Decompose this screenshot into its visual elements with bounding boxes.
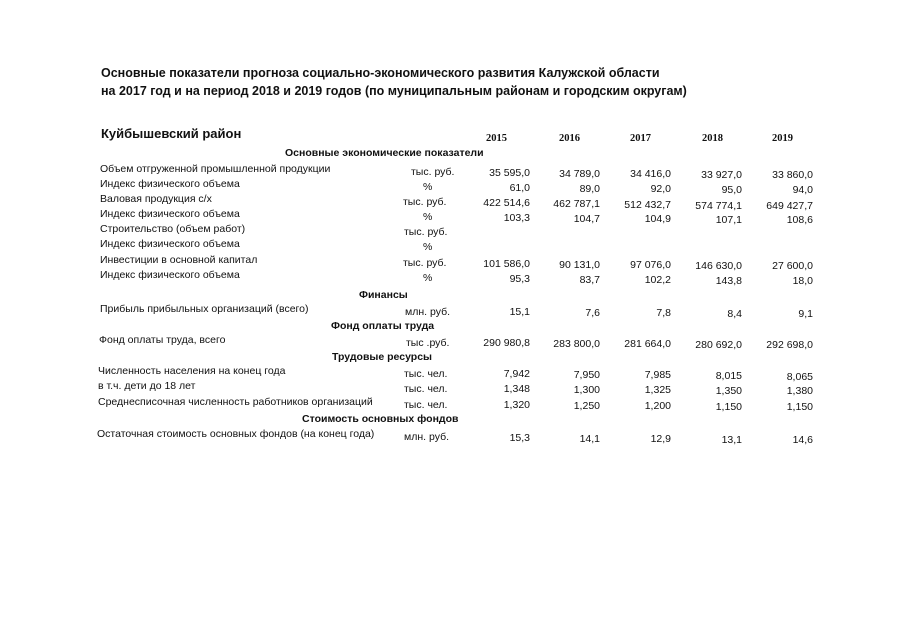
row-unit: тыс. руб. xyxy=(411,166,455,178)
row-unit: тыс. руб. xyxy=(403,196,447,208)
value-cell-2015: 101 586,0 xyxy=(483,258,530,270)
value-cell-2019: 8,065 xyxy=(786,371,813,383)
value-cell-2017: 7,8 xyxy=(656,307,671,319)
year-header-2016: 2016 xyxy=(559,133,580,144)
value-cell-2015: 103,3 xyxy=(503,212,530,224)
value-cell-2016: 34 789,0 xyxy=(559,168,600,180)
section-heading-economic: Основные экономические показатели xyxy=(285,147,484,159)
row-unit: % xyxy=(423,272,433,284)
value-cell-2018: 1,150 xyxy=(715,401,742,413)
row-unit: тыс. чел. xyxy=(404,368,448,380)
row-label: Строительство (объем работ) xyxy=(100,223,246,235)
row-label: Индекс физического объема xyxy=(100,178,240,190)
value-cell-2015: 1,348 xyxy=(503,383,530,395)
row-label: Валовая продукция с/х xyxy=(100,193,212,205)
value-cell-2018: 107,1 xyxy=(715,214,742,226)
row-label: Среднесписочная численность работников организаций xyxy=(98,396,373,408)
value-cell-2015: 1,320 xyxy=(503,399,530,411)
value-cell-2015: 35 595,0 xyxy=(489,167,530,179)
section-heading-finance: Финансы xyxy=(359,289,408,301)
row-label: Остаточная стоимость основных фондов (на конец года) xyxy=(97,428,375,440)
value-cell-2018: 146 630,0 xyxy=(695,260,742,272)
value-cell-2016: 1,300 xyxy=(573,384,600,396)
row-unit: тыс. руб. xyxy=(403,257,447,269)
value-cell-2015: 61,0 xyxy=(509,182,530,194)
value-cell-2019: 33 860,0 xyxy=(772,169,813,181)
value-cell-2018: 143,8 xyxy=(715,275,742,287)
value-cell-2019: 1,380 xyxy=(786,385,813,397)
value-cell-2015: 422 514,6 xyxy=(483,197,530,209)
document-title-line-1: Основные показатели прогноза социально-экономического развития Калужской области xyxy=(101,66,660,80)
year-header-2019: 2019 xyxy=(772,133,793,144)
value-cell-2016: 283 800,0 xyxy=(553,338,600,350)
row-unit: тыс .руб. xyxy=(406,337,450,349)
value-cell-2016: 462 787,1 xyxy=(553,198,600,210)
value-cell-2019: 18,0 xyxy=(792,275,813,287)
row-unit: % xyxy=(423,241,433,253)
value-cell-2017: 512 432,7 xyxy=(624,199,671,211)
value-cell-2015: 290 980,8 xyxy=(483,337,530,349)
value-cell-2017: 281 664,0 xyxy=(624,338,671,350)
row-unit: % xyxy=(423,211,433,223)
row-label: Прибыль прибыльных организаций (всего) xyxy=(100,303,309,315)
section-heading-labor: Трудовые ресурсы xyxy=(332,351,433,363)
value-cell-2019: 292 698,0 xyxy=(766,339,813,351)
row-label: Объем отгруженной промышленной продукции xyxy=(100,163,331,175)
row-unit: % xyxy=(423,181,433,193)
value-cell-2018: 33 927,0 xyxy=(701,169,742,181)
value-cell-2017: 34 416,0 xyxy=(630,168,671,180)
section-heading-assets: Стоимость основных фондов xyxy=(302,413,459,425)
value-cell-2019: 14,6 xyxy=(792,434,813,446)
value-cell-2016: 89,0 xyxy=(579,183,600,195)
value-cell-2016: 7,6 xyxy=(585,307,600,319)
value-cell-2018: 574 774,1 xyxy=(695,200,742,212)
value-cell-2017: 12,9 xyxy=(650,433,671,445)
value-cell-2016: 7,950 xyxy=(573,369,600,381)
document-title-line-2: на 2017 год и на период 2018 и 2019 годов (по муниципальным районам и городским округам) xyxy=(101,84,687,98)
value-cell-2018: 8,015 xyxy=(715,370,742,382)
value-cell-2017: 104,9 xyxy=(644,213,671,225)
value-cell-2018: 8,4 xyxy=(727,308,742,320)
row-unit: млн. руб. xyxy=(404,431,449,443)
value-cell-2019: 1,150 xyxy=(786,401,813,413)
value-cell-2019: 649 427,7 xyxy=(766,200,813,212)
value-cell-2018: 1,350 xyxy=(715,385,742,397)
value-cell-2015: 15,3 xyxy=(509,432,530,444)
value-cell-2015: 15,1 xyxy=(509,306,530,318)
year-header-2015: 2015 xyxy=(486,133,507,144)
value-cell-2015: 95,3 xyxy=(509,273,530,285)
row-label: Индекс физического объема xyxy=(100,208,240,220)
value-cell-2015: 7,942 xyxy=(503,368,530,380)
value-cell-2019: 94,0 xyxy=(792,184,813,196)
row-label: Индекс физического объема xyxy=(100,238,240,250)
value-cell-2017: 1,325 xyxy=(644,384,671,396)
value-cell-2018: 95,0 xyxy=(721,184,742,196)
value-cell-2016: 1,250 xyxy=(573,400,600,412)
row-label: Индекс физического объема xyxy=(100,269,240,281)
value-cell-2016: 83,7 xyxy=(579,274,600,286)
row-unit: тыс. чел. xyxy=(404,383,448,395)
row-unit: тыс. чел. xyxy=(404,399,448,411)
value-cell-2018: 280 692,0 xyxy=(695,339,742,351)
value-cell-2016: 104,7 xyxy=(573,213,600,225)
value-cell-2019: 9,1 xyxy=(798,308,813,320)
year-header-2017: 2017 xyxy=(630,133,651,144)
row-unit: тыс. руб. xyxy=(404,226,448,238)
value-cell-2019: 27 600,0 xyxy=(772,260,813,272)
row-unit: млн. руб. xyxy=(405,306,450,318)
section-heading-payroll: Фонд оплаты труда xyxy=(331,320,435,332)
value-cell-2017: 7,985 xyxy=(644,369,671,381)
row-label: Инвестиции в основной капитал xyxy=(100,254,258,266)
value-cell-2019: 108,6 xyxy=(786,214,813,226)
row-label: в т.ч. дети до 18 лет xyxy=(98,380,196,392)
value-cell-2017: 97 076,0 xyxy=(630,259,671,271)
value-cell-2017: 92,0 xyxy=(650,183,671,195)
district-name: Куйбышевский район xyxy=(101,126,242,141)
value-cell-2016: 14,1 xyxy=(579,433,600,445)
value-cell-2018: 13,1 xyxy=(721,434,742,446)
value-cell-2016: 90 131,0 xyxy=(559,259,600,271)
value-cell-2017: 102,2 xyxy=(644,274,671,286)
row-label: Фонд оплаты труда, всего xyxy=(99,334,226,346)
year-header-2018: 2018 xyxy=(702,133,723,144)
row-label: Численность населения на конец года xyxy=(98,365,286,377)
value-cell-2017: 1,200 xyxy=(644,400,671,412)
